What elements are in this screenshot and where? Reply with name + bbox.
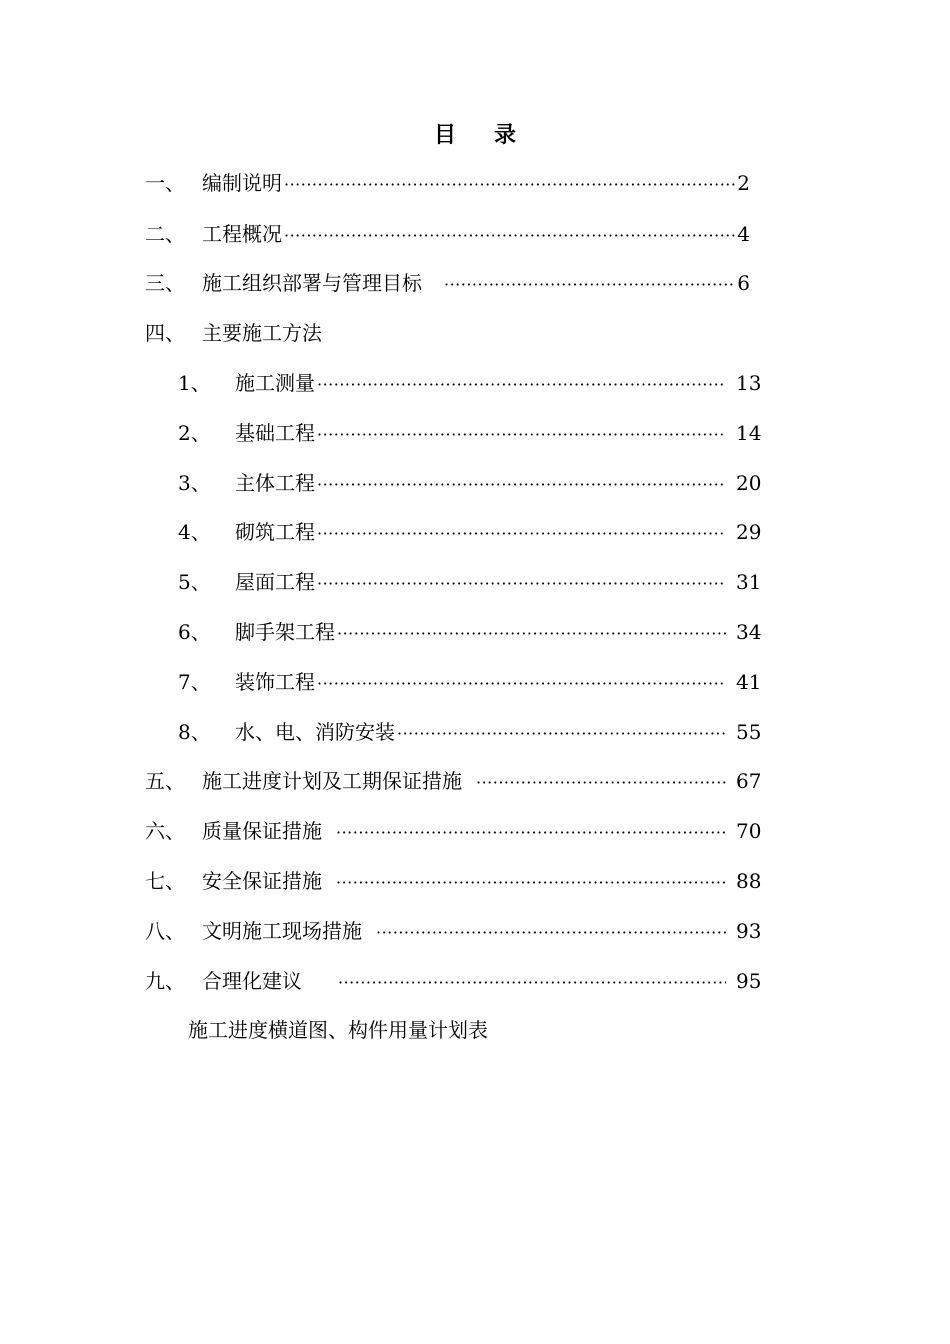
toc-entry-label: 砌筑工程: [235, 520, 315, 544]
toc-entry-page: 55: [736, 720, 762, 744]
toc-entry-label: 施工组织部署与管理目标: [202, 271, 422, 295]
toc-entry[interactable]: [145, 219, 750, 249]
toc-leader-dots: [476, 768, 726, 798]
toc-entry-page: 70: [736, 819, 762, 843]
toc-entry[interactable]: [178, 368, 760, 398]
toc-entry-page: 41: [736, 670, 762, 694]
toc-leader-dots: [317, 470, 726, 500]
toc-entry-number: 7、: [178, 670, 211, 694]
toc-entry[interactable]: [145, 866, 760, 896]
toc-entry-number: 2、: [178, 421, 211, 445]
toc-entry-label: 工程概况: [202, 222, 282, 246]
toc-entry-page: 88: [736, 869, 762, 893]
toc-entry-page: 13: [736, 371, 762, 395]
toc-entry-number: 七、: [145, 869, 185, 893]
toc-entry-label: 安全保证措施: [202, 869, 322, 893]
toc-leader-dots: [376, 918, 726, 948]
toc-entry[interactable]: [178, 418, 760, 448]
toc-leader-dots: [397, 719, 726, 749]
toc-entry-label: 质量保证措施: [202, 819, 322, 843]
toc-entry-page: 31: [736, 570, 762, 594]
toc-entry-label: 编制说明: [202, 171, 282, 195]
toc-entry-page: 14: [736, 421, 762, 445]
toc-entry[interactable]: [145, 766, 760, 796]
toc-entry[interactable]: [145, 268, 750, 298]
toc-entry-label: 合理化建议: [202, 969, 302, 993]
toc-entry-label: 脚手架工程: [235, 620, 335, 644]
toc-entry-number: 4、: [178, 520, 211, 544]
toc-entry[interactable]: [145, 318, 750, 348]
toc-entry[interactable]: [178, 617, 760, 647]
toc-entry-page: 4: [737, 222, 750, 246]
toc-entry-page: 29: [736, 520, 762, 544]
toc-entry-label: 屋面工程: [235, 570, 315, 594]
toc-entry-page: 67: [736, 769, 762, 793]
toc-entry[interactable]: [178, 567, 760, 597]
toc-leader-dots: [317, 569, 726, 599]
toc-entry[interactable]: [145, 168, 750, 198]
toc-leader-dots: [317, 519, 726, 549]
toc-entry-number: 六、: [145, 819, 185, 843]
toc-entry-number: 三、: [145, 271, 185, 295]
toc-leader-dots: [284, 221, 735, 251]
toc-entry[interactable]: [145, 816, 760, 846]
toc-title: [0, 118, 950, 149]
toc-entry[interactable]: [178, 468, 760, 498]
toc-entry-page: 95: [736, 969, 762, 993]
toc-entry-page: 20: [736, 471, 762, 495]
toc-entry[interactable]: [178, 517, 760, 547]
toc-entry-number: 四、: [145, 321, 185, 345]
toc-entry-label: 施工测量: [235, 371, 315, 395]
toc-entry-number: 二、: [145, 222, 185, 246]
toc-entry-number: 五、: [145, 769, 185, 793]
toc-leader-dots: [444, 270, 735, 300]
toc-leader-dots: [336, 868, 726, 898]
toc-entry-number: 6、: [178, 620, 211, 644]
toc-entry-page: 34: [736, 620, 762, 644]
toc-entry-page: 6: [737, 271, 750, 295]
toc-entry-label: 装饰工程: [235, 670, 315, 694]
toc-leader-dots: [317, 669, 726, 699]
toc-entry[interactable]: [145, 916, 760, 946]
toc-entry-number: 九、: [145, 969, 185, 993]
toc-entry[interactable]: [145, 966, 760, 996]
toc-entry-number: 1、: [178, 371, 211, 395]
toc-title-char-2: 录: [494, 122, 517, 148]
toc-entry-label: 基础工程: [235, 421, 315, 445]
toc-entry-number: 一、: [145, 171, 185, 195]
toc-leader-dots: [337, 619, 726, 649]
toc-entry[interactable]: [178, 667, 760, 697]
toc-leader-dots: [317, 420, 726, 450]
appendix-line: 施工进度横道图、构件用量计划表: [188, 1018, 488, 1042]
toc-leader-dots: [284, 170, 735, 200]
toc-entry-number: 八、: [145, 919, 185, 943]
toc-entry-label: 文明施工现场措施: [202, 919, 362, 943]
toc-leader-dots: [336, 818, 726, 848]
toc-entry-number: 5、: [178, 570, 211, 594]
toc-entry-label: 水、电、消防安装: [235, 720, 395, 744]
toc-entry-label: 施工进度计划及工期保证措施: [202, 769, 462, 793]
toc-entry-page: 93: [736, 919, 762, 943]
toc-entry-label: 主要施工方法: [202, 321, 322, 345]
toc-entry-number: 3、: [178, 471, 211, 495]
toc-entry-page: 2: [737, 171, 750, 195]
toc-entry[interactable]: [178, 717, 760, 747]
toc-entry-label: 主体工程: [235, 471, 315, 495]
toc-leader-dots: [338, 968, 726, 998]
toc-entry-number: 8、: [178, 720, 211, 744]
toc-title-char-1: 目: [433, 122, 456, 148]
toc-leader-dots: [317, 370, 726, 400]
